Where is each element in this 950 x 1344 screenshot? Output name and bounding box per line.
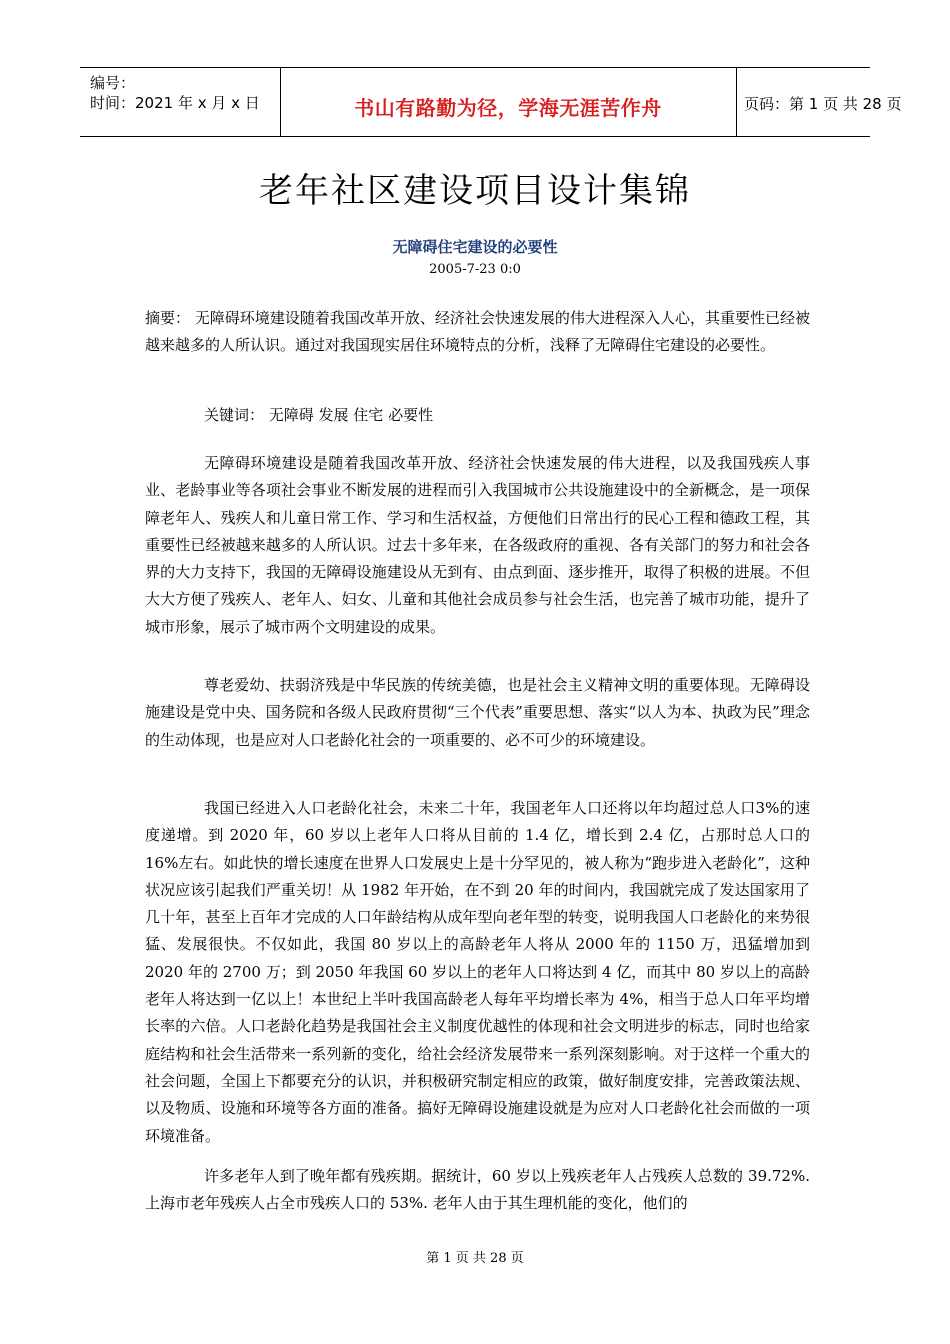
page-footer: 第 1 页 共 28 页 <box>426 1251 524 1266</box>
body-paragraph: 我国已经进入人口老龄化社会，未来二十年，我国老年人口还将以年均超过总人口3%的速度递增。到 2020 年，60 岁以上老年人口将从目前的 1.4 亿，增长到 2.4 亿，占那时总人口的 16%左右。如此快的增长速度在世界人口发展史上是十分罕见的，被人称为“跑步进入老龄化”，这种状况应该引起我们严重关切！从 1982 年开始，在不到 20 年的时间内，我国就完成了发达国家用了几十年，甚至上百年才完成的人口年龄结构从成年型向老年型的转变，说明我国人口老龄化的来势很猛、发展很快。不仅如此，我国 80 岁以上的高龄老年人将从 2000 年的 1150 万，迅猛增加到 2020 年的 2700 万；到 2050 年我国 60 岁以上的老年人口将达到 4 亿，而其中 80 岁以上的高龄老年人将达到一亿以上！本世纪上半叶我国高龄老人每年平均增长率为 4%，相当于总人口年平均增长率的六倍。人口老龄化趋势是我国社会主义制度优越性的体现和社会文明进步的标志，同时也给家庭结构和社会生活带来一系列新的变化，给社会经济发展带来一系列深刻影响。对于这样一个重大的社会问题，全国上下都要充分的认识，并积极研究制定相应的政策，做好制度安排，完善政策法规、以及物质、设施和环境等各方面的准备。搞好无障碍设施建设就是为应对人口老龄化社会而做的一项环境准备。 <box>145 799 810 1145</box>
document-title: 老年社区建设项目设计集锦 <box>259 171 691 211</box>
body-paragraph: 许多老年人到了晚年都有残疾期。据统计，60 岁以上残疾老年人占残疾人总数的 39.72%. 上海市老年残疾人占全市残疾人口的 53%. 老年人由于其生理机能的变化，他们的 <box>145 1167 810 1213</box>
page-header <box>80 67 902 137</box>
document-number-label: 编号： <box>90 74 136 92</box>
motto-text: 书山有路勤为径，学海无涯苦作舟 <box>354 96 662 120</box>
header-left-cell <box>80 68 281 136</box>
header-page-info: 页码：第 1 页 共 28 页 <box>744 95 902 113</box>
article-subtitle: 无障碍住宅建设的必要性 <box>392 238 558 256</box>
article-date: 2005-7-23 0:0 <box>429 262 521 277</box>
body-paragraph: 尊老爱幼、扶弱济残是中华民族的传统美德，也是社会主义精神文明的重要体现。无障碍设施建设是党中央、国务院和各级人民政府贯彻“三个代表”重要思想、落实“以人为本、执政为民”理念的生动体现，也是应对人口老龄化社会的一项重要的、必不可少的环境建设。 <box>145 676 810 749</box>
abstract-paragraph: 摘要： 无障碍环境建设随着我国改革开放、经济社会快速发展的伟大进程深入人心，其重要性已经被越来越多的人所认识。通过对我国现实居住环境特点的分析，浅释了无障碍住宅建设的必要性。 <box>145 309 810 355</box>
keywords-paragraph: 关键词： 无障碍 发展 住宅 必要性 <box>204 406 434 424</box>
body-paragraph: 无障碍环境建设是随着我国改革开放、经济社会快速发展的伟大进程，以及我国残疾人事业、老龄事业等各项社会事业不断发展的进程而引入我国城市公共设施建设中的全新概念，是一项保障老年人、残疾人和儿童日常工作、学习和生活权益，方便他们日常出行的民心工程和德政工程，其重要性已经被越来越多的人所认识。过去十多年来，在各级政府的重视、各有关部门的努力和社会各界的大力支持下，我国的无障碍设施建设从无到有、由点到面、逐步推开，取得了积极的进展。不但大大方便了残疾人、老年人、妇女、儿童和其他社会成员参与社会生活，也完善了城市功能，提升了城市形象，展示了城市两个文明建设的成果。 <box>145 454 810 636</box>
header-right-cell <box>736 68 902 136</box>
header-motto-cell <box>280 68 737 136</box>
document-time-label: 时间：2021 年 x 月 x 日 <box>90 94 260 112</box>
